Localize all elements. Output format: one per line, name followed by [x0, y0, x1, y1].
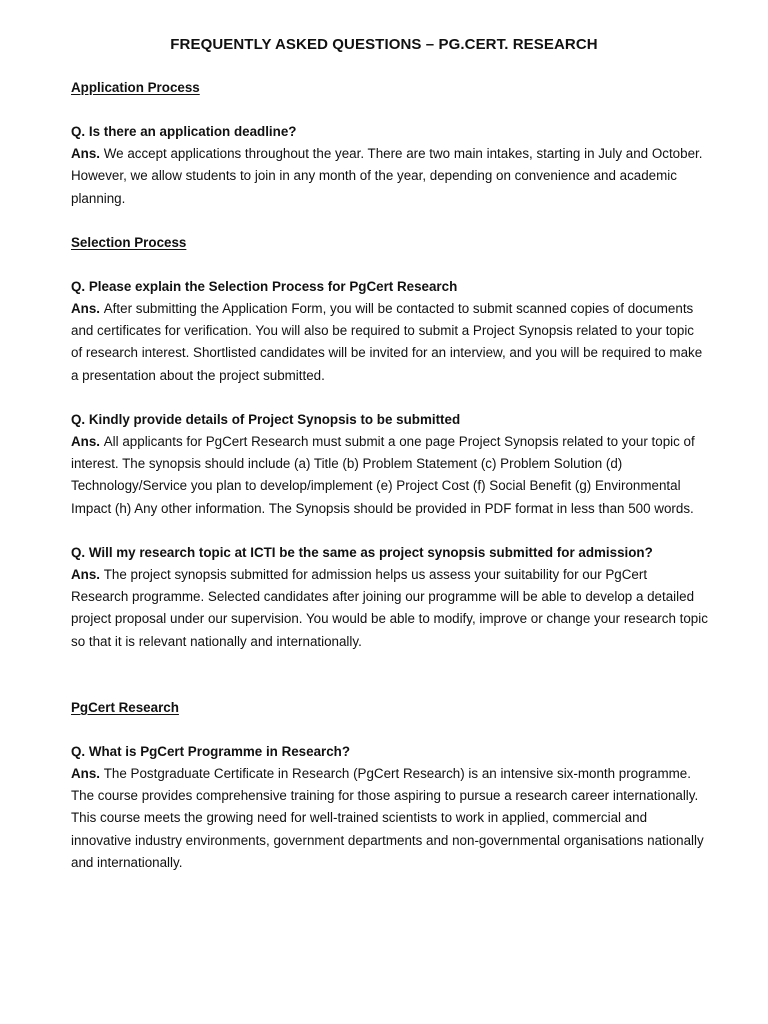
faq-question: Q. Please explain the Selection Process for PgCert Research	[71, 278, 458, 294]
section-selection-process	[71, 232, 708, 653]
faq-item	[71, 121, 708, 210]
answer-label: Ans.	[71, 301, 104, 317]
faq-item	[71, 276, 708, 387]
section-heading: Application Process	[71, 80, 200, 95]
answer-label: Ans.	[71, 766, 104, 782]
faq-question: Q. What is PgCert Programme in Research?	[71, 743, 351, 759]
section-heading: PgCert Research	[71, 699, 179, 715]
document-title: FREQUENTLY ASKED QUESTIONS – PG.CERT. RESEARCH	[170, 36, 598, 53]
faq-answer: The project synopsis submitted for admission helps us assess your suitability for our PgCert Research programme. Selected candidates after joining our programme will be able to develop a detailed project proposal under our supervision. You would be able to modify, improve or change your research topic so that it is relevant nationally and internationally.	[71, 567, 708, 649]
faq-question: Q. Will my research topic at ICTI be the same as project synopsis submitted for admission?	[71, 544, 653, 560]
faq-item	[71, 409, 708, 520]
faq-answer: After submitting the Application Form, you will be contacted to submit scanned copies of documents and certificates for verification. You will also be required to submit a Project Synopsis related to your topic of research interest. Shortlisted candidates will be invited for an interview, and you will be required to make a presentation about the project submitted.	[71, 301, 703, 383]
answer-label: Ans.	[71, 434, 104, 450]
faq-question: Q. Is there an application deadline?	[71, 124, 297, 139]
section-application-process	[71, 77, 708, 210]
faq-answer: The Postgraduate Certificate in Research (PgCert Research) is an intensive six-month programme. The course provides comprehensive training for those aspiring to pursue a research career internationally. This course meets the growing need for well-trained scientists to work in applied, commercial and innovative industry environments, government departments and non-governmental organisations nationally and internationally.	[71, 766, 704, 870]
faq-item	[71, 741, 708, 874]
section-heading: Selection Process	[71, 234, 187, 250]
answer-label: Ans.	[71, 567, 104, 583]
faq-answer: All applicants for PgCert Research must submit a one page Project Synopsis related to your topic of interest. The synopsis should include (a) Title (b) Problem Statement (c) Problem Solution (d) Technology/Service you plan to develop/implement (e) Project Cost (f) Social Benefit (g) Environmental Impact (h) Any other information. The Synopsis should be provided in PDF format in less than 500 words.	[71, 434, 695, 516]
faq-item	[71, 542, 708, 653]
answer-label: Ans.	[71, 146, 104, 162]
section-pgcert-research	[71, 697, 708, 874]
faq-answer: We accept applications throughout the year. There are two main intakes, starting in July and October. However, we allow students to join in any month of the year, depending on convenience and academic planning.	[71, 146, 703, 206]
faq-question: Q. Kindly provide details of Project Synopsis to be submitted	[71, 411, 461, 427]
